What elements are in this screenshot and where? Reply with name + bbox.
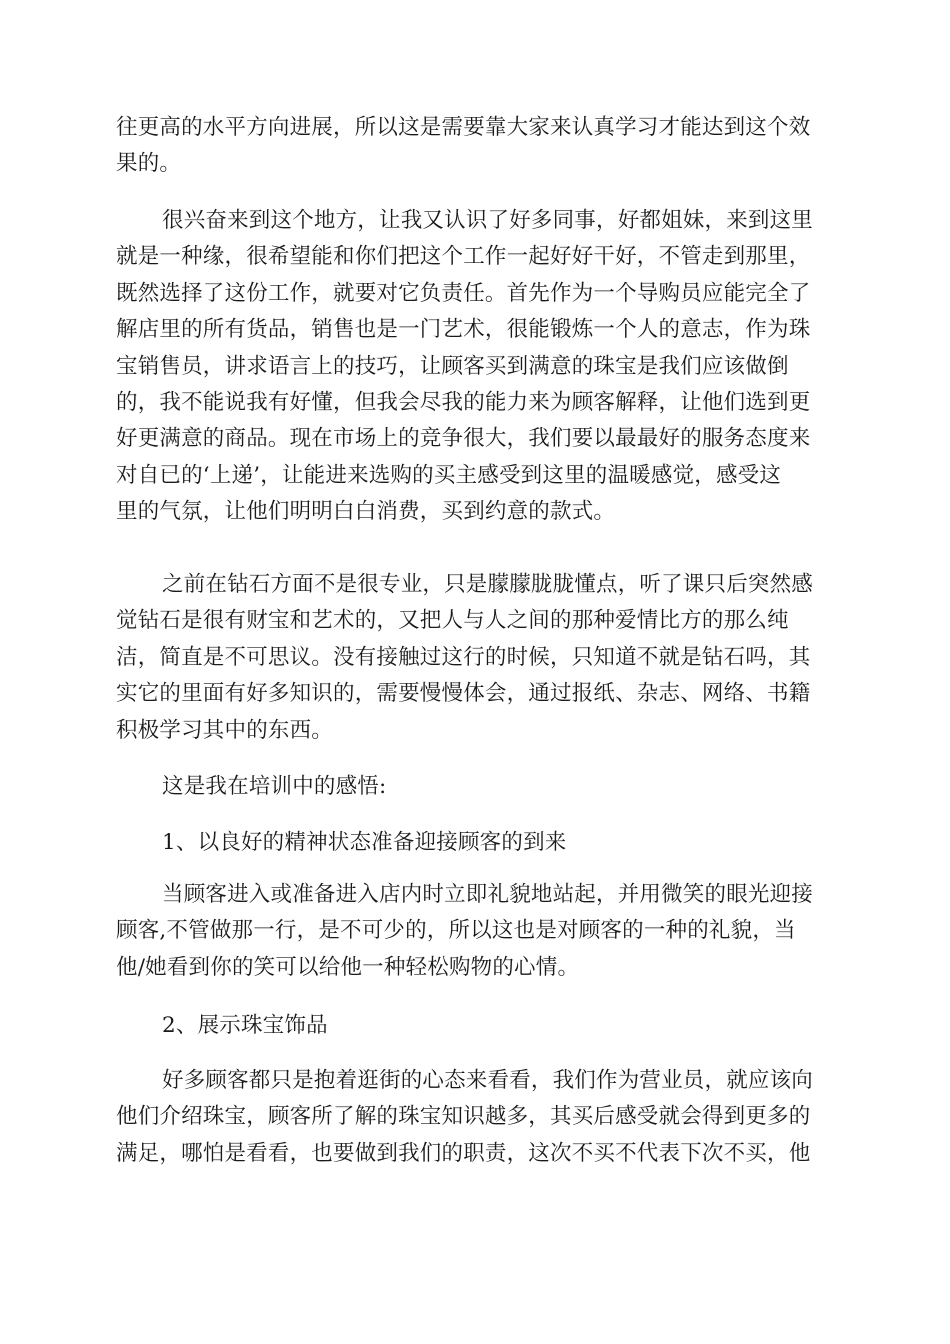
paragraph-6	[116, 1063, 836, 1172]
text-line: 宝销售员，讲求语言上的技巧，让顾客买到满意的珠宝是我们应该做倒	[116, 353, 789, 379]
heading-1	[116, 825, 836, 861]
text-line: 积极学习其中的东西。	[116, 717, 334, 743]
text-line: 1、以良好的精神状态准备迎接顾客的到来	[162, 830, 567, 855]
paragraph-4	[116, 769, 836, 805]
text-line: 往更高的水平方向进展，所以这是需要靠大家来认真学习才能达到这个效	[116, 115, 811, 140]
text-line: 他/她看到你的笑可以给他一种轻松购物的心情。	[116, 954, 580, 980]
paragraph-2	[116, 203, 836, 531]
paragraph-5	[116, 877, 836, 986]
text-line: 顾客,不管做那一行，是不可少的，所以这也是对顾客的一种的礼貌，当	[116, 918, 796, 944]
text-line: 既然选择了这份工作，就要对它负责任。首先作为一个导购员应能完全了	[116, 280, 811, 306]
text-line: 实它的里面有好多知识的，需要慢慢体会，通过报纸、杂志、网络、书籍	[116, 681, 811, 707]
text-line: 当顾客进入或准备进入店内时立即礼貌地站起，并用微笑的眼光迎接	[162, 882, 814, 907]
heading-2	[116, 1008, 836, 1044]
text-line: 他们介绍珠宝，顾客所了解的珠宝知识越多，其买后感受就会得到更多的	[116, 1104, 811, 1130]
text-line: 觉钻石是很有财宝和艺术的，又把人与人之间的那种爱情比方的那么纯	[116, 608, 789, 634]
paragraph-3	[116, 567, 836, 749]
text-line: 好更满意的商品。现在市场上的竞争很大，我们要以最最好的服务态度来	[116, 426, 811, 452]
text-line: 就是一种缘，很希望能和你们把这个工作一起好好干好，不管走到那里，	[116, 244, 811, 270]
paragraph-1	[116, 110, 836, 183]
text-line: 对自已的‘上递’，让能进来选购的买主感受到这里的温暖感觉，感受这	[116, 462, 782, 488]
text-line: 果的。	[116, 151, 182, 177]
text-line: 2、展示珠宝饰品	[162, 1013, 328, 1038]
text-line: 满足，哪怕是看看，也要做到我们的职责，这次不买不代表下次不买，他	[116, 1140, 811, 1166]
text-line: 这是我在培训中的感悟:	[162, 774, 387, 799]
text-line: 的，我不能说我有好懂，但我会尽我的能力来为顾客解释，让他们选到更	[116, 389, 811, 415]
text-line: 之前在钻石方面不是很专业，只是朦朦胧胧懂点，听了课只后突然感	[162, 572, 814, 597]
text-line: 解店里的所有货品，销售也是一门艺术，很能锻炼一个人的意志，作为珠	[116, 317, 811, 343]
text-line: 洁，简直是不可思议。没有接触过这行的时候，只知道不就是钻石吗，其	[116, 644, 811, 670]
text-line: 里的气氛，让他们明明白白消费，买到约意的款式。	[116, 499, 616, 525]
text-line: 好多顾客都只是抱着逛街的心态来看看，我们作为营业员，就应该向	[162, 1068, 814, 1093]
text-line: 很兴奋来到这个地方，让我又认识了好多同事，好都姐妹，来到这里	[162, 208, 814, 233]
